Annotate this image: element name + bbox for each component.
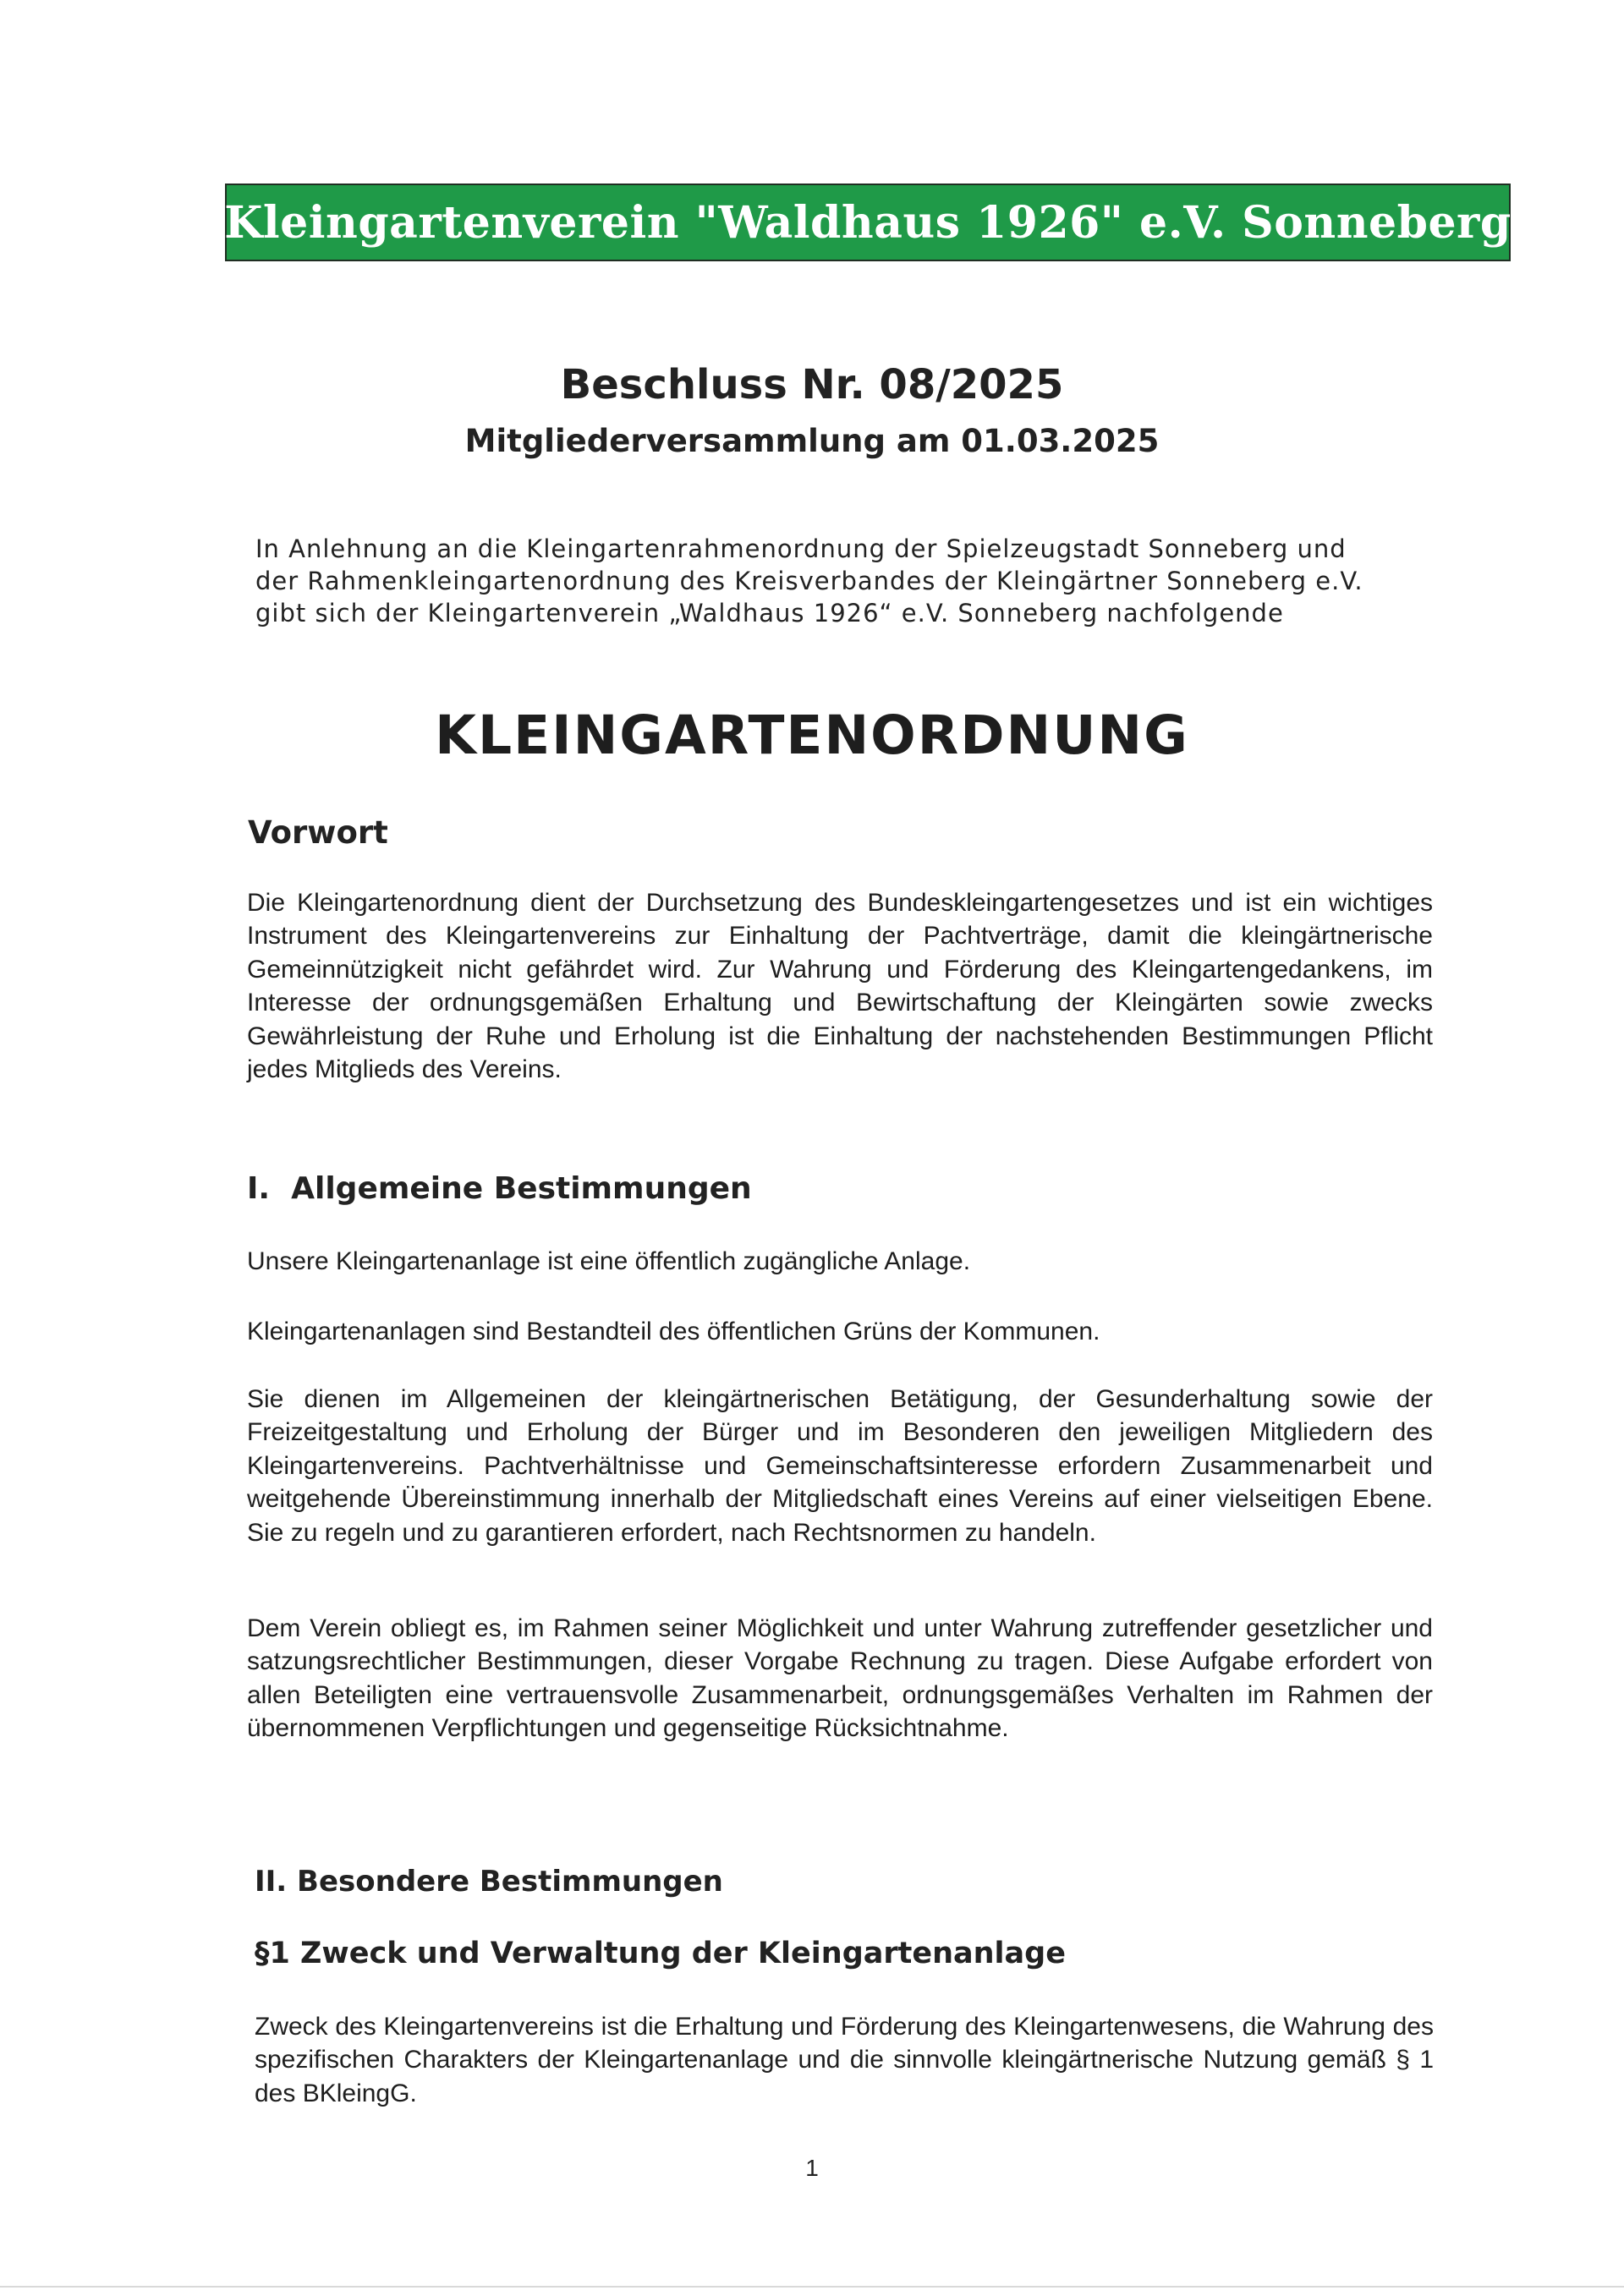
document-title: KLEINGARTENORDNUNG	[435, 704, 1189, 766]
general-paragraph: Sie dienen im Allgemeinen der kleingärtnerischen Betätigung, der Gesunderhaltung sowie der Freizeitgestaltung und Erholung der Bürger und im Besonderen den jeweiligen Mitgliedern des Kleingartenvereins. Pachtverhältnisse und Gemeinschaftsinteresse erfordern Zusammenarbeit und weitgehende Übereinstimmung innerhalb der Mitgliedschaft eines Vereins auf einer vielseitigen Ebene. Sie zu regeln und zu garantieren erfordert, nach Rechtsnormen zu handeln.	[247, 1385, 1433, 1547]
intro-line: gibt sich der Kleingartenverein „Waldhaus 1926“ e.V. Sonneberg nachfolgende	[255, 599, 1284, 627]
meeting-date: Mitgliederversammlung am 01.03.2025	[464, 423, 1160, 459]
general-paragraph: Unsere Kleingartenanlage ist eine öffentlich zugängliche Anlage.	[247, 1247, 971, 1275]
page-number: 1	[805, 2155, 819, 2181]
association-banner	[225, 184, 1511, 261]
resolution-number: Beschluss Nr. 08/2025	[560, 361, 1064, 408]
foreword-paragraph: Die Kleingartenordnung dient der Durchsetzung des Bundeskleingartengesetzes und ist ein wichtiges Instrument des Kleingartenvereins zur Einhaltung der Pachtverträge, damit die kleingärtnerische Gemeinnützigkeit nicht gefährdet wird. Zur Wahrung und Förderung des Kleingartengedankens, im Interesse der ordnungsgemäßen Erhaltung und Bewirtschaftung der Kleingärten sowie zwecks Gewährleistung der Ruhe und Erholung ist die Einhaltung der nachstehenden Bestimmungen Pflicht jedes Mitglieds des Vereins.	[247, 889, 1433, 1084]
intro-line: In Anlehnung an die Kleingartenrahmenordnung der Spielzeugstadt Sonneberg und	[255, 534, 1347, 563]
intro-line: der Rahmenkleingartenordnung des Kreisverbandes der Kleingärtner Sonneberg e.V.	[255, 567, 1363, 595]
general-provisions-heading: I. Allgemeine Bestimmungen	[247, 1171, 752, 1206]
intro-paragraph	[255, 533, 1473, 629]
general-paragraph: Dem Verein obliegt es, im Rahmen seiner Möglichkeit und unter Wahrung zutreffender gesetzlicher und satzungsrechtlicher Bestimmungen, dieser Vorgabe Rechnung zu tragen. Diese Aufgabe erfordert von allen Beteiligten eine vertrauensvolle Zusammenarbeit, ordnungsgemäßes Verhalten im Rahmen der übernommenen Verpflichtungen und gegenseitige Rücksichtnahme.	[247, 1614, 1433, 1743]
general-paragraph: Kleingartenanlagen sind Bestandteil des öffentlichen Grüns der Kommunen.	[247, 1318, 1100, 1345]
section-1-paragraph: Zweck des Kleingartenvereins ist die Erhaltung und Förderung des Kleingartenwesens, die Wahrung des spezifischen Charakters der Kleingartenanlage und die sinnvolle kleingärtnerische Nutzung gemäß § 1 des BKleingG.	[255, 2013, 1434, 2107]
scan-edge-divider	[0, 2286, 1624, 2288]
special-provisions-heading: II. Besondere Bestimmungen	[255, 1865, 723, 1899]
foreword-heading: Vorwort	[248, 814, 388, 851]
section-1-heading: §1 Zweck und Verwaltung der Kleingartenanlage	[255, 1937, 1066, 1970]
association-name: Kleingartenverein "Waldhaus 1926" e.V. Sonneberg	[224, 196, 1512, 249]
